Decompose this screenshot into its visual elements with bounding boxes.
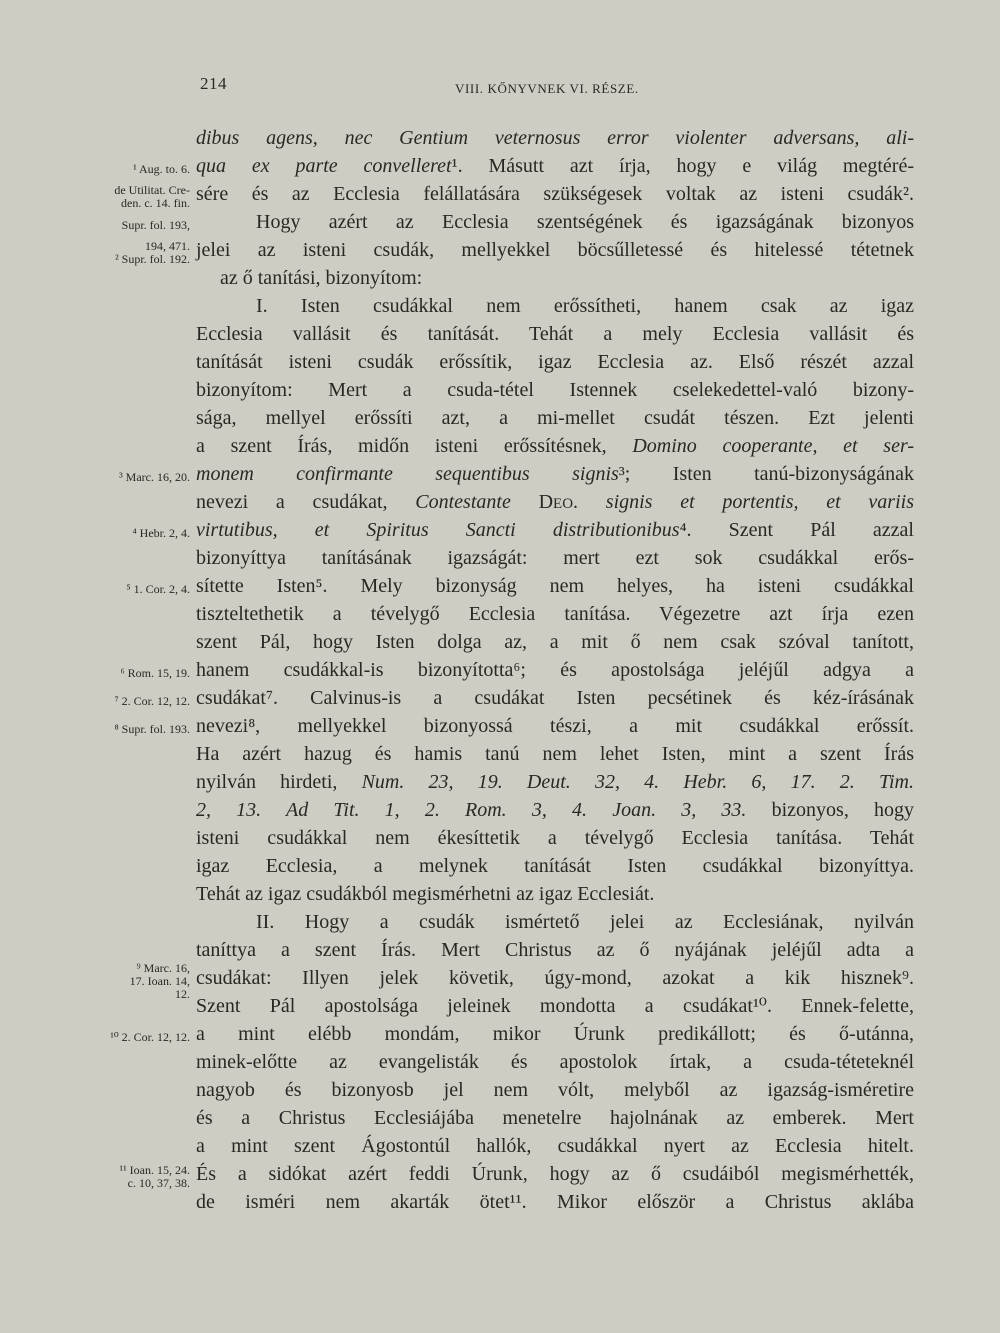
text-line: qua ex parte convelleret¹. Másutt azt írja, hogy e világ megtéré- xyxy=(196,155,914,177)
margin-note: ³ Marc. 16, 20. xyxy=(119,469,190,484)
text-line: monem confirmante sequentibus signis³; Isten tanú-bizonyságának xyxy=(196,463,915,485)
text-line: nagyob és bizonyosb jel nem vólt, melyből az igazság-isméretire xyxy=(196,1079,914,1101)
text-line: és a Christus Ecclesiájába menetelre hajolnának az emberek. Mert xyxy=(196,1107,914,1129)
text-line: Ecclesia vallásit és tanítását. Tehát a mely Ecclesia vallásit és xyxy=(196,323,914,345)
text-line: a mint szent Ágostontúl hallók, csudákkal nyert az Ecclesia hitelt. xyxy=(196,1135,914,1157)
text-line: sére és az Ecclesia felállatására szükségesek voltak az isteni csudák². xyxy=(196,183,914,205)
body-text xyxy=(196,124,914,1216)
text-line: Tehát az igaz csudákból megismérhetni az igaz Ecclesiát. xyxy=(196,883,655,905)
text-line: isteni csudákkal nem ékesíttetik a tévelygő Ecclesia tanítása. Tehát xyxy=(196,827,914,849)
text-line: de isméri nem akarták ötet¹¹. Mikor először a Christus aklába xyxy=(196,1191,914,1213)
margin-notes xyxy=(0,0,200,1333)
margin-note: Supr. fol. 193, xyxy=(121,217,190,232)
text-line: dibus agens, nec Gentium veternosus error violenter adversans, ali- xyxy=(196,127,914,149)
page-number: 214 xyxy=(200,74,227,93)
text-line: 2, 13. Ad Tit. 1, 2. Rom. 3, 4. Joan. 3, 33. bizonyos, hogy xyxy=(196,799,915,821)
text-line: jelei az isteni csudák, mellyekkel böcsűlletessé és hitelessé tétetnek xyxy=(196,239,914,261)
margin-note: de Utilitat. Cre- den. c. 14. fin. xyxy=(114,183,190,210)
text-line: csudákat: Illyen jelek követik, úgy-mond, azokat a kik hisznek⁹. xyxy=(196,967,914,989)
text-line: És a sidókat azért feddi Úrunk, hogy az ő csudáiból megismérhették, xyxy=(196,1163,914,1185)
text-line: II. Hogy a csudák ismértető jelei az Ecclesiának, nyilván xyxy=(256,911,914,933)
text-line: bizonyítom: Mert a csuda-tétel Istennek cselekedettel-való bizony- xyxy=(196,379,914,401)
text-line: Hogy azért az Ecclesia szentségének és igazságának bizonyos xyxy=(256,211,914,233)
text-line: az ő tanítási, bizonyítom: xyxy=(220,267,423,289)
margin-note: ⁵ 1. Cor. 2, 4. xyxy=(126,581,190,596)
margin-note: ⁹ Marc. 16, 17. Ioan. 14, 12. xyxy=(129,960,190,1001)
text-line: sága, mellyel erőssíti azt, a mi-mellet csudát tészen. Ezt jelenti xyxy=(196,407,914,429)
text-line: szent Pál, hogy Isten dolga az, a mit ő nem csak szóval tanított, xyxy=(196,631,914,653)
margin-note: 194, 471. ² Supr. fol. 192. xyxy=(115,239,190,266)
text-line: I. Isten csudákkal nem erőssítheti, hanem csak az igaz xyxy=(256,295,914,317)
margin-note: ¹⁰ 2. Cor. 12, 12. xyxy=(110,1029,190,1044)
text-line: nevezi⁸, mellyekkel bizonyossá tészi, a mit csudákkal erőssít. xyxy=(196,715,914,737)
margin-note: ⁸ Supr. fol. 193. xyxy=(114,721,190,736)
text-line: sítette Isten⁵. Mely bizonyság nem helyes, ha isteni csudákkal xyxy=(196,575,914,597)
text-line: nyilván hirdeti, Num. 23, 19. Deut. 32, 4. Hebr. 6, 17. 2. Tim. xyxy=(196,771,914,793)
text-line: taníttya a szent Írás. Mert Christus az ő nyájának jeléjűl adta a xyxy=(196,939,914,961)
margin-note: ¹ Aug. to. 6. xyxy=(133,161,190,176)
text-line: hanem csudákkal-is bizonyította⁶; és apostolsága jeléjűl adgya a xyxy=(196,659,914,681)
text-line: minek-előtte az evangelisták és apostolok írtak, a csuda-téteteknél xyxy=(196,1051,914,1073)
text-line: Ha azért hazug és hamis tanú nem lehet Isten, mint a szent Írás xyxy=(196,743,914,765)
text-line: tanítását isteni csudák erőssítik, igaz Ecclesia az. Első részét azzal xyxy=(196,351,914,373)
margin-note: ¹¹ Ioan. 15, 24. c. 10, 37, 38. xyxy=(119,1163,190,1190)
text-line: igaz Ecclesia, a melynek tanítását Isten csudákkal bizonyíttya. xyxy=(196,855,914,877)
text-line: virtutibus, et Spiritus Sancti distributionibus⁴. Szent Pál azzal xyxy=(196,519,914,541)
text-line: a szent Írás, midőn isteni erőssítésnek, Domino cooperante, et ser- xyxy=(196,435,914,457)
margin-note: ⁴ Hebr. 2, 4. xyxy=(132,525,190,540)
text-line: nevezi a csudákat, Contestante DEO. signis et portentis, et variis xyxy=(196,491,914,513)
margin-note: ⁶ Rom. 15, 19. xyxy=(120,665,190,680)
margin-note: ⁷ 2. Cor. 12, 12. xyxy=(114,693,190,708)
text-line: tiszteltethetik a tévelygő Ecclesia tanítása. Végezetre azt írja ezen xyxy=(196,603,914,625)
text-line: csudákat⁷. Calvinus-is a csudákat Isten pecsétinek és kéz-írásának xyxy=(196,687,914,709)
text-line: bizonyíttya tanításának igazságát: mert ezt sok csudákkal erős- xyxy=(196,547,914,569)
running-head: VIII. KŐNYVNEK VI. RÉSZE. xyxy=(455,81,639,96)
text-line: Szent Pál apostolsága jeleinek mondotta a csudákat¹⁰. Ennek-felette, xyxy=(196,995,914,1017)
text-line: a mint elébb mondám, mikor Úrunk predikállott; és ő-utánna, xyxy=(196,1023,914,1045)
